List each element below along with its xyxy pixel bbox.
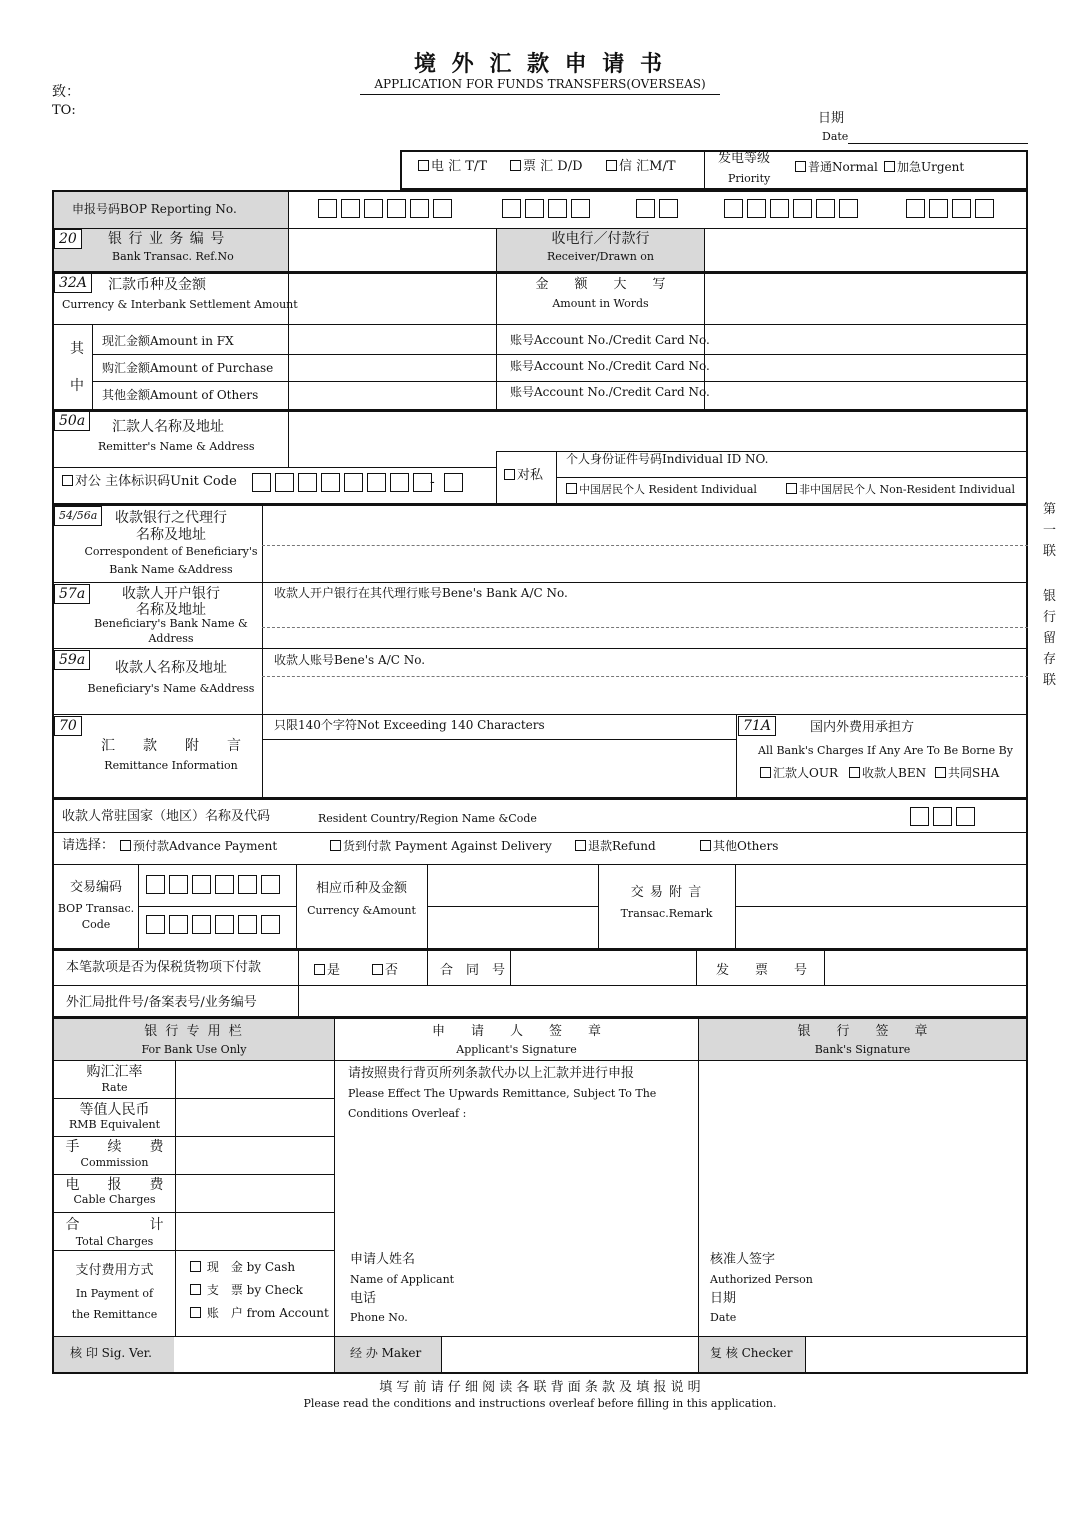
contract-no-label: 合 同 号 [440,963,506,978]
refund-checkbox[interactable] [575,840,586,851]
field-50a: 50a [54,411,90,431]
applicant-statement-en2: Conditions Overleaf : [348,1107,467,1120]
side-char-3: 联 [1043,544,1057,559]
bop-label: 申报号码BOP Reporting No. [72,202,237,216]
to-en: TO: [52,103,76,118]
payment-type-label: 请选择： [62,838,115,853]
ref-cn: 银 行 业 务 编 号 [108,231,226,247]
title-cn: 境 外 汇 款 申 请 书 [414,51,666,77]
delivery-payment-option[interactable]: 货到付款 Payment Against Delivery [330,840,552,854]
nonresident-option[interactable]: 非中国居民个人 Non-Resident Individual [786,483,1015,497]
approval-no-label: 外汇局批件号/备案表号/业务编号 [66,995,257,1010]
side-char-5: 行 [1043,610,1057,625]
maker-label: 经 办 Maker [350,1346,422,1360]
acct-label-3: 账号Account No./Credit Card No. [510,385,710,399]
charges-ben[interactable]: 收款人BEN [849,767,926,781]
payment-method-cn: 支付费用方式 [75,1263,154,1278]
transac-code-boxes-1[interactable] [146,874,284,894]
bank-sig-title-en: Bank's Signature [814,1043,911,1056]
unit-code-check-box[interactable] [444,472,467,492]
field-54-56a: 54/56a [54,506,102,526]
advance-checkbox[interactable] [120,840,131,851]
pay-from-account[interactable]: 账 户 from Account [190,1307,329,1321]
remittance-info-cn: 汇 款 附 言 [101,738,241,754]
total-en: Total Charges [75,1235,154,1248]
transac-code-en1: BOP Transac. [57,902,135,915]
applicant-phone-en: Phone No. [350,1311,408,1324]
method-dd[interactable]: 票 汇 D/D [510,160,583,175]
authorized-en: Authorized Person [710,1273,813,1286]
bank-sig-title-cn: 银 行 签 章 [797,1024,928,1039]
field-32a: 32A [54,273,92,293]
rate-en: Rate [101,1081,128,1094]
side-char-1: 第 [1043,502,1057,517]
country-cn: 收款人常驻国家（地区）名称及代码 [62,809,271,824]
applicant-statement-en1: Please Effect The Upwards Remittance, Subject To The [348,1087,657,1100]
cash-checkbox[interactable] [190,1261,201,1272]
corp-unit-code: 对公 主体标识码Unit Code [62,475,237,490]
individual-id-label: 个人身份证件号码Individual ID NO. [566,452,769,466]
bop-boxes-2[interactable] [502,198,594,218]
beneficiary-cn: 收款人名称及地址 [115,660,227,676]
bank-use-title-en: For Bank Use Only [141,1043,247,1056]
purchase-label: 购汇金额Amount of Purchase [102,361,274,375]
bank-date-cn: 日期 [710,1291,737,1306]
transac-code-boxes-2[interactable] [146,914,284,934]
country-en: Resident Country/Region Name &Code [318,812,537,825]
others-checkbox[interactable] [700,840,711,851]
bonded-question: 本笔款项是否为保税货物项下付款 [66,960,262,975]
account-checkbox[interactable] [190,1307,201,1318]
authorized-cn: 核准人签字 [710,1252,776,1267]
unit-code-boxes[interactable] [252,472,436,492]
footer-cn: 填 写 前 请 仔 细 阅 读 各 联 背 面 条 款 及 填 报 说 明 [379,1380,701,1395]
no-checkbox[interactable] [372,964,383,975]
private-option: 对私 [504,469,543,484]
charges-en: All Bank's Charges If Any Are To Be Borne By [758,744,1013,757]
bene-bank-en2: Address [148,632,194,645]
others-label: 其他金额Amount of Others [102,388,259,402]
method-mt[interactable]: 信 汇M/T [606,160,676,175]
commission-en: Commission [80,1156,149,1169]
title-en: APPLICATION FOR FUNDS TRANSFERS(OVERSEAS) [374,77,706,91]
mt-checkbox[interactable] [606,160,617,171]
fx-label: 现汇金额Amount in FX [102,334,234,348]
to-cn: 致： [52,84,80,100]
invoice-no-label: 发 票 号 [716,963,808,978]
side-char-2: 一 [1043,523,1057,538]
yes-checkbox[interactable] [314,964,325,975]
payment-method-en2: the Remittance [71,1308,158,1321]
urgent-checkbox[interactable] [884,161,895,172]
footer-en: Please read the conditions and instructions overleaf before filling in this application. [303,1397,777,1410]
applicant-title-en: Applicant's Signature [456,1043,577,1056]
others-option[interactable]: 其他Others [700,840,778,854]
field-70: 70 [54,716,82,736]
checker-label: 复 核 Checker [710,1346,793,1360]
bene-bank-cn2: 名称及地址 [136,602,206,618]
currency-amount-en: Currency &Amount [307,904,416,917]
bene-bank-cn1: 收款人开户银行 [122,586,220,602]
bene-bank-acct-label: 收款人开户银行在其代理行账号Bene's Bank A/C No. [274,586,568,600]
char-limit-label: 只限140个字符Not Exceeding 140 Characters [274,718,545,732]
applicant-phone-cn: 电话 [350,1291,377,1306]
transac-code-cn: 交易编码 [69,880,122,895]
qi-char: 其 [70,341,84,357]
words-cn: 金 额 大 写 [535,277,666,292]
applicant-name-cn: 申请人姓名 [350,1252,416,1267]
bonded-no[interactable]: 否 [372,964,398,979]
priority-urgent[interactable]: 加急Urgent [884,161,964,175]
correspondent-en2: Bank Name &Address [109,563,233,576]
charges-cn: 国内外费用承担方 [810,720,915,735]
correspondent-cn2: 名称及地址 [136,527,206,543]
amount-cn: 汇款币种及金额 [108,277,206,293]
side-char-7: 存 [1043,652,1057,667]
sha-checkbox[interactable] [935,767,946,778]
receiver-en: Receiver/Drawn on [546,250,654,263]
applicant-name-en: Name of Applicant [350,1273,455,1286]
remittance-info-en: Remittance Information [104,759,238,772]
transac-remark-en: Transac.Remark [620,907,713,920]
pay-by-check[interactable]: 支 票 by Check [190,1284,303,1298]
sig-ver-label: 核 印 Sig. Ver. [70,1346,152,1360]
rate-cn: 购汇汇率 [86,1064,143,1080]
acct-label-2: 账号Account No./Credit Card No. [510,359,710,373]
check-checkbox[interactable] [190,1284,201,1295]
ref-en: Bank Transac. Ref.No [112,250,234,263]
nonresident-checkbox[interactable] [786,483,797,494]
bene-bank-en1: Beneficiary's Bank Name & [94,617,248,630]
bank-use-title-cn: 银 行 专 用 栏 [144,1024,244,1039]
resident-checkbox[interactable] [566,483,577,494]
bop-boxes-4[interactable] [724,198,862,218]
applicant-statement-cn: 请按照贵行背页所列条款代办以上汇款并进行申报 [348,1066,635,1081]
side-char-4: 银 [1043,589,1057,604]
side-char-8: 联 [1043,673,1057,688]
priority-cn: 发电等级 [718,151,771,166]
private-checkbox[interactable] [504,469,515,480]
bank-date-en: Date [710,1311,737,1324]
ben-checkbox[interactable] [849,767,860,778]
transac-remark-cn: 交 易 附 言 [630,885,703,900]
bop-boxes-1[interactable] [318,198,456,218]
refund-option[interactable]: 退款Refund [575,840,656,854]
field-71a: 71A [738,716,776,736]
remitter-cn: 汇款人名称及地址 [112,419,224,435]
correspondent-en1: Correspondent of Beneficiary's [84,545,258,558]
bop-boxes-3[interactable] [636,198,682,218]
country-code-boxes[interactable] [910,806,979,826]
date-field[interactable] [848,143,1028,144]
method-tt[interactable]: 电 汇 T/T [418,160,487,175]
advance-payment-option[interactable]: 预付款Advance Payment [120,840,277,854]
rmb-cn: 等值人民币 [79,1102,150,1118]
tt-checkbox[interactable] [418,160,429,171]
charges-our[interactable]: 汇款人OUR [760,767,838,781]
payment-method-en1: In Payment of [75,1287,154,1300]
currency-amount-cn: 相应币种及金额 [315,881,407,896]
date-en: Date [822,130,849,143]
side-char-6: 留 [1043,631,1057,646]
total-cn: 合 计 [65,1217,164,1233]
words-en: Amount in Words [552,297,649,310]
bene-acct-label: 收款人账号Bene's A/C No. [274,653,426,667]
amount-en: Currency & Interbank Settlement Amount [62,298,298,311]
field-57a: 57a [54,584,90,604]
normal-checkbox[interactable] [795,161,806,172]
bonded-yes[interactable]: 是 [314,964,340,979]
remitter-en: Remitter's Name & Address [98,440,255,453]
bop-boxes-5[interactable] [906,198,998,218]
field-20: 20 [54,229,82,249]
charges-sha[interactable]: 共同SHA [935,767,999,781]
cable-en: Cable Charges [73,1193,156,1206]
correspondent-cn1: 收款银行之代理行 [115,510,227,526]
priority-normal[interactable]: 普通Normal [795,161,878,175]
unit-code-dash: - [430,474,435,490]
our-checkbox[interactable] [760,767,771,778]
pay-by-cash[interactable]: 现 金 by Cash [190,1261,295,1275]
transac-code-en2: Code [81,918,111,931]
zhong-char: 中 [70,378,84,394]
corp-checkbox[interactable] [62,475,73,486]
beneficiary-en: Beneficiary's Name &Address [87,682,255,695]
acct-label-1: 账号Account No./Credit Card No. [510,333,710,347]
commission-cn: 手 续 费 [65,1139,164,1155]
dd-checkbox[interactable] [510,160,521,171]
applicant-title-cn: 申 请 人 签 章 [431,1024,601,1039]
field-59a: 59a [54,650,90,670]
rmb-en: RMB Equivalent [68,1118,161,1131]
receiver-cn: 收电行／付款行 [551,231,650,247]
cable-cn: 电 报 费 [65,1177,164,1193]
resident-option[interactable]: 中国居民个人 Resident Individual [566,483,757,497]
date-cn: 日期 [818,111,845,126]
delivery-checkbox[interactable] [330,840,341,851]
priority-en: Priority [728,172,771,185]
